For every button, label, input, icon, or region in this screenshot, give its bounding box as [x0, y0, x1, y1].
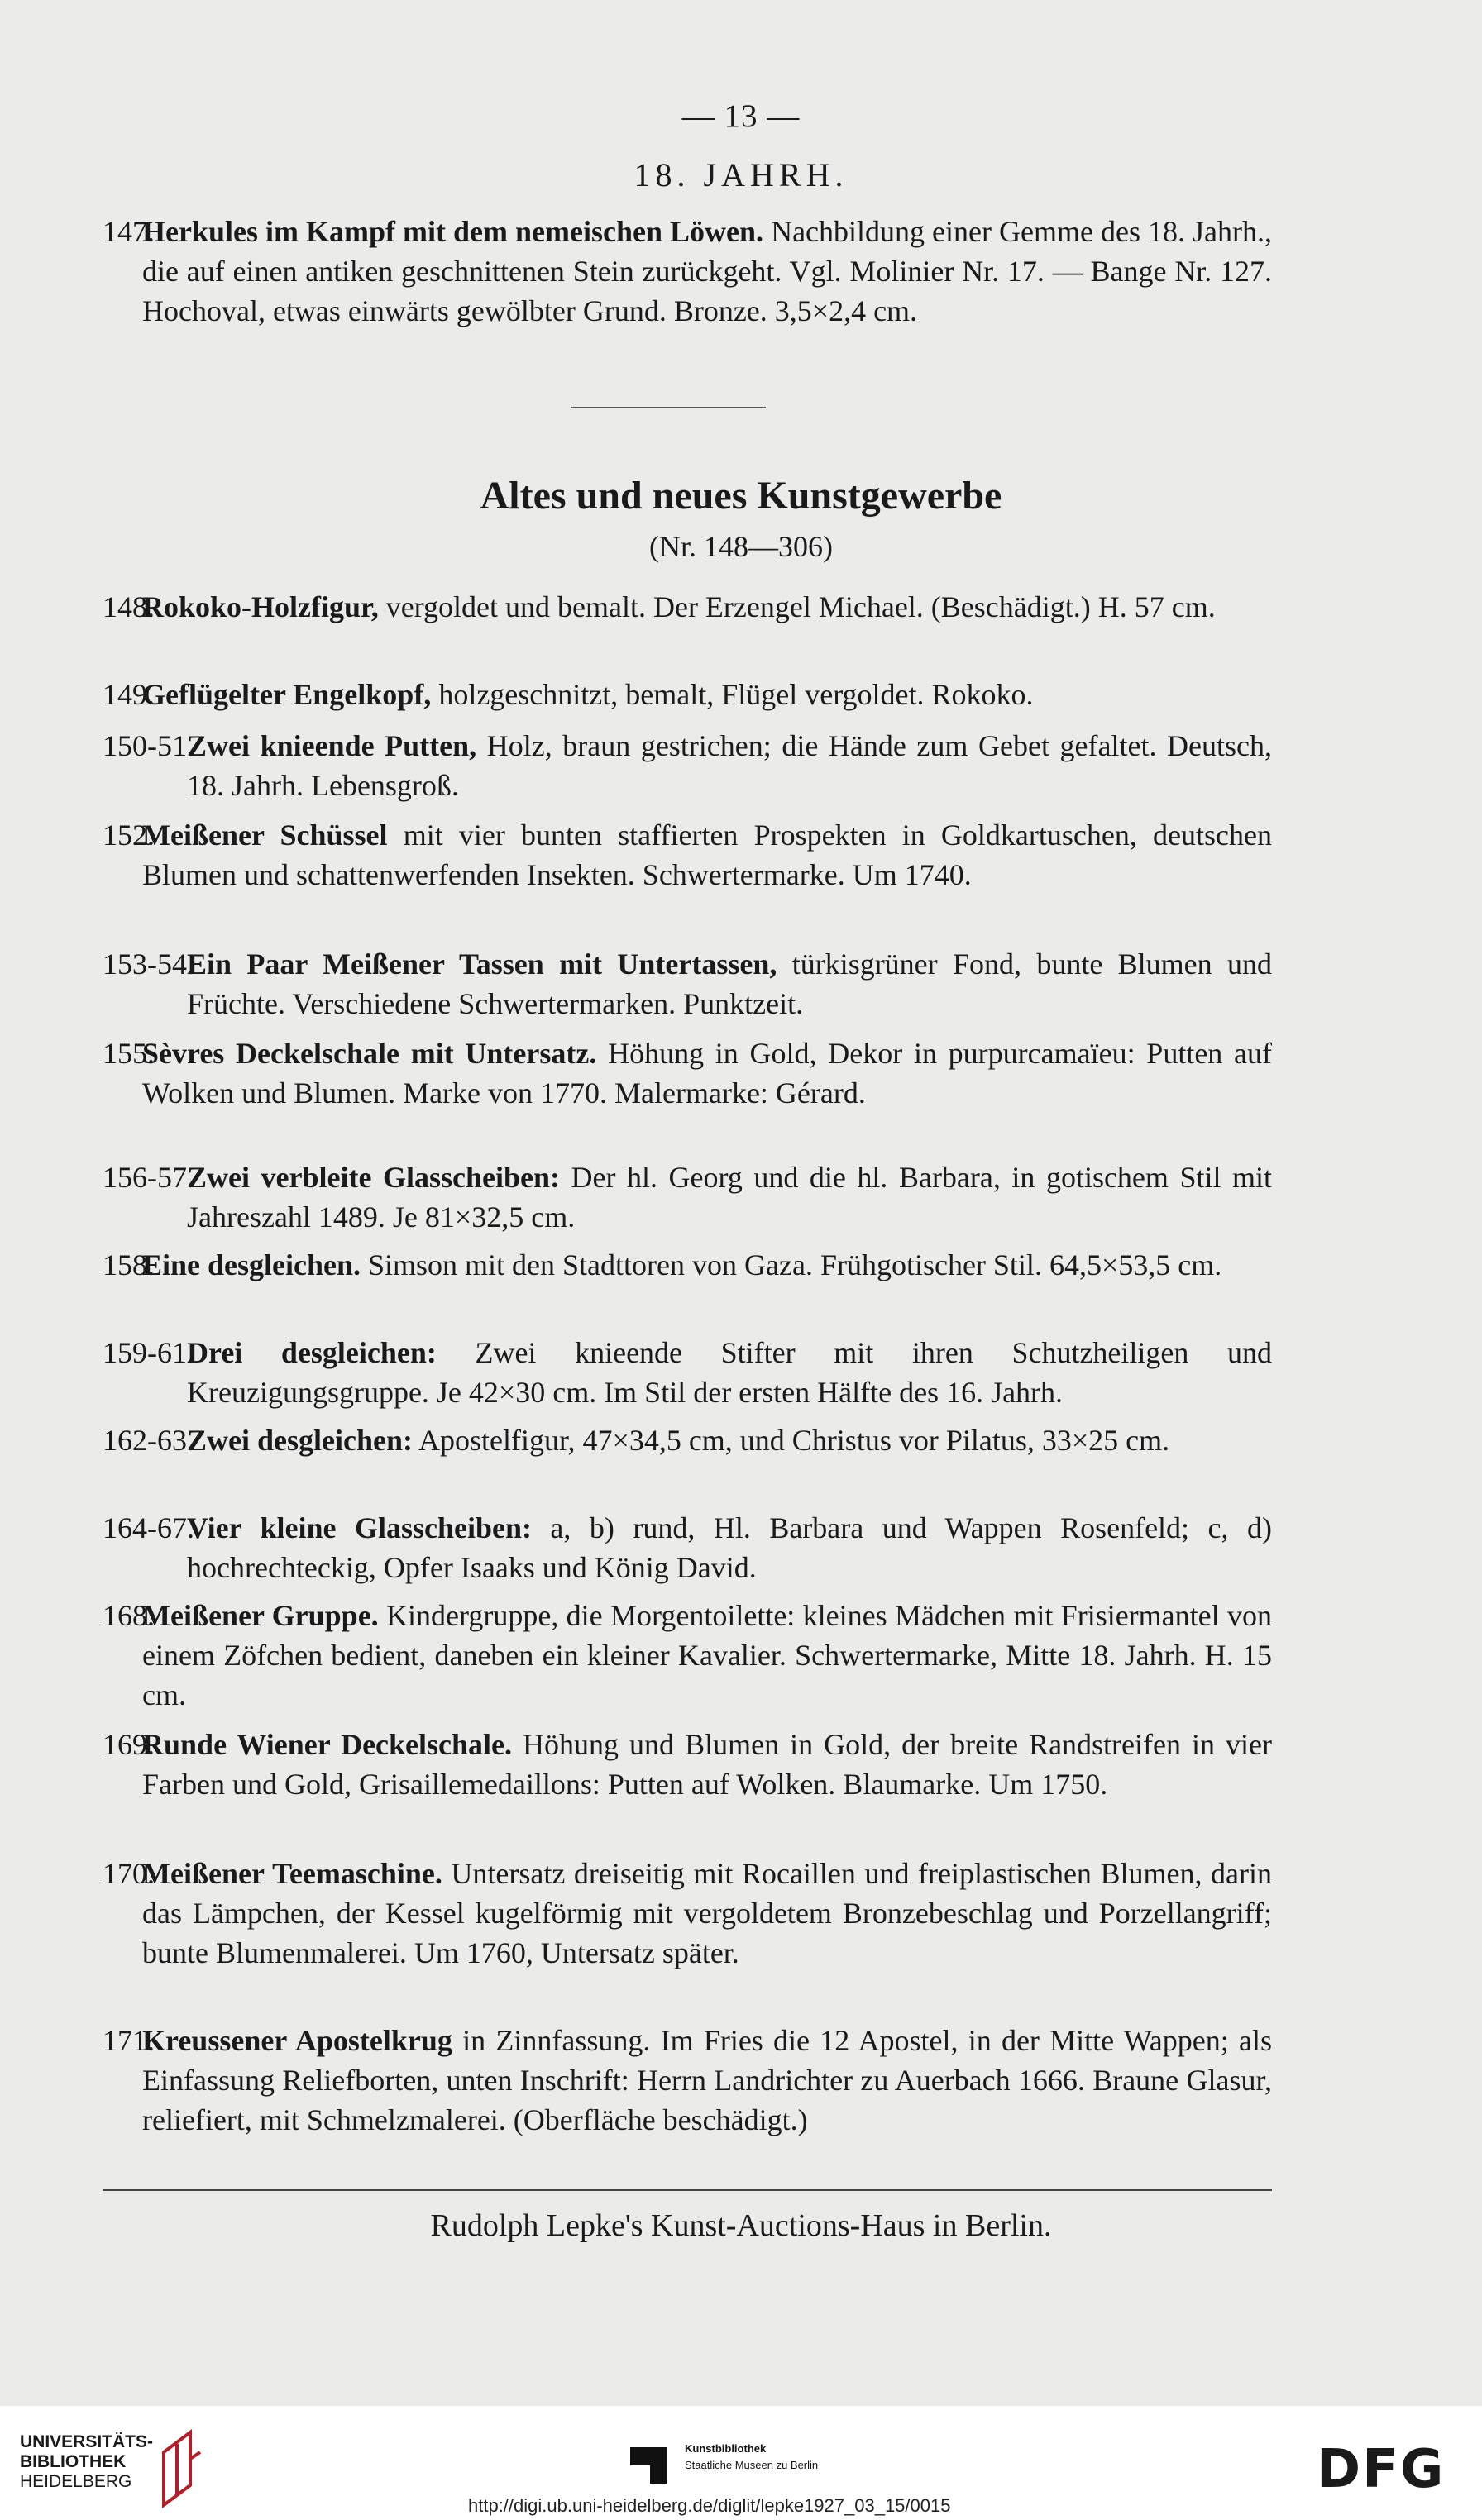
catalog-entry [103, 815, 1272, 895]
catalog-entry-147 [103, 212, 1272, 331]
entry-title: Geflügelter Engelkopf, [142, 678, 432, 711]
entry-body [103, 1854, 1272, 1973]
entry-body [103, 1508, 1272, 1587]
catalog-entry [103, 1508, 1272, 1587]
entry-body [103, 1420, 1272, 1460]
kb-title: Kunstbibliothek [685, 2442, 767, 2455]
catalog-entry [103, 1596, 1272, 1715]
entry-body [103, 675, 1272, 714]
entry-number: 153-54. [103, 947, 194, 981]
entry-title: Eine desgleichen. [142, 1248, 361, 1281]
entry-number: 150-51. [103, 729, 194, 762]
entry-text: Nachbildung einer Gemme des 18. Jahrh., die auf einen antiken geschnittenen Stein zurückgeht. Vgl. Molinier Nr. 17. — Bange Nr. 127. Hochoval, etwas einwärts gewölbter Grund. Bronze. 3,5×2,4 cm. [142, 215, 1272, 327]
kunstbibliothek-logo-icon[interactable] [630, 2441, 673, 2484]
page-number: — 13 — [681, 98, 801, 134]
entry-number: 169. [103, 1728, 155, 1761]
entry-body [103, 1333, 1272, 1412]
entry-number: 168. [103, 1599, 155, 1632]
entry-number: 158. [103, 1248, 155, 1281]
section-divider [571, 407, 766, 408]
logo-line: BIBLIOTHEK [20, 2452, 127, 2471]
entry-text: Simson mit den Stadttoren von Gaza. Frühgotischer Stil. 64,5×53,5 cm. [361, 1248, 1222, 1281]
entry-body [103, 815, 1272, 895]
entry-text: Apostelfigur, 47×34,5 cm, und Christus vor Pilatus, 33×25 cm. [412, 1424, 1170, 1457]
entry-body [103, 944, 1272, 1024]
entry-text: a, b) rund, Hl. Barbara und Wappen Rosenfeld; c, d) hochrechteckig, Opfer Isaaks und König David. [187, 1511, 1272, 1584]
entry-body [103, 212, 1272, 331]
entry-title: Meißener Schüssel [142, 819, 388, 852]
entry-text: mit vier bunten staffierten Prospekten in Goldkartuschen, deutschen Blumen und schattenwerfenden Insekten. Schwertermarke. Um 1740. [142, 819, 1272, 891]
entry-title: Meißener Gruppe. [142, 1599, 379, 1632]
kb-subtitle: Staatliche Museen zu Berlin [685, 2459, 819, 2471]
catalog-entry [103, 1033, 1272, 1113]
entry-number: 149. [103, 678, 155, 711]
entry-number: 171. [103, 2024, 155, 2057]
catalog-entry [103, 2021, 1272, 2140]
entry-title: Meißener Teemaschine. [142, 1857, 442, 1890]
entry-text: Zwei knieende Stifter mit ihren Schutzheiligen und Kreuzigungsgruppe. Je 42×30 cm. Im Stil der ersten Hälfte des 16. Jahrh. [187, 1336, 1272, 1409]
entry-title: Rokoko-Holzfigur, [142, 590, 379, 623]
catalog-entry [103, 1725, 1272, 1804]
catalog-entry [103, 1420, 1272, 1460]
university-library-logo[interactable] [20, 2432, 153, 2492]
entry-body [103, 2021, 1272, 2140]
entry-title: Zwei verbleite Glasscheiben: [187, 1161, 560, 1194]
logo-line: UNIVERSITÄTS- [20, 2432, 154, 2451]
entry-text: Der hl. Georg und die hl. Barbara, in gotischem Stil mit Jahreszahl 1489. Je 81×32,5 cm. [187, 1161, 1272, 1234]
kunstbibliothek-text [685, 2441, 818, 2474]
entry-number: 148. [103, 590, 155, 623]
dfg-logo[interactable]: DFG [1317, 2439, 1446, 2500]
entry-number: 152. [103, 819, 155, 852]
catalog-entry [103, 1854, 1272, 1973]
catalog-entry [103, 1333, 1272, 1412]
entry-number: 155. [103, 1037, 155, 1070]
entry-title: Runde Wiener Deckelschale. [142, 1728, 513, 1761]
entry-text: Höhung und Blumen in Gold, der breite Randstreifen in vier Farben und Gold, Grisaillemedaillons: Putten auf Wolken. Blaumarke. Um 1750. [142, 1728, 1272, 1801]
entry-text: Kindergruppe, die Morgentoilette: kleines Mädchen mit Frisiermantel von einem Zöfchen bedient, daneben ein kleiner Kavalier. Schwertermarke, Mitte 18. Jahrh. H. 15 cm. [142, 1599, 1272, 1711]
digitization-banner [0, 2406, 1482, 2520]
footer-divider [103, 2189, 1272, 2191]
catalog-entry [103, 726, 1272, 805]
entry-body [103, 1033, 1272, 1113]
entry-text: in Zinnfassung. Im Fries die 12 Apostel, in der Mitte Wappen; als Einfassung Reliefborten, unten Inschrift: Herrn Landrichter zu Auerbach 1666. Braune Glasur, reliefiert, mit Schmelzmalerei. (Oberfläche beschädigt.) [142, 2024, 1272, 2136]
entry-body [103, 1596, 1272, 1715]
entry-title: Drei desgleichen: [187, 1336, 437, 1369]
entry-text: Holz, braun gestrichen; die Hände zum Gebet gefaltet. Deutsch, 18. Jahrh. Lebensgroß. [187, 729, 1272, 802]
entry-text: Höhung in Gold, Dekor in purpurcamaïeu: Putten auf Wolken und Blumen. Marke von 1770. Malermarke: Gérard. [142, 1037, 1272, 1110]
entry-title: Kreussener Apostelkrug [142, 2024, 452, 2057]
entry-body [103, 1725, 1272, 1804]
section-heading: 18. JAHRH. [633, 156, 849, 193]
category-heading: Altes und neues Kunstgewerbe [480, 474, 1002, 518]
entry-number: 170. [103, 1857, 155, 1890]
entry-title: Herkules im Kampf mit dem nemeischen Löwen. [142, 215, 764, 248]
category-range: (Nr. 148—306) [649, 530, 833, 563]
entry-title: Zwei desgleichen: [187, 1424, 413, 1457]
catalog-entry [103, 944, 1272, 1024]
catalog-entry [103, 1157, 1272, 1237]
catalog-entry [103, 587, 1272, 627]
logo-line: HEIDELBERG [20, 2472, 132, 2491]
entry-number: 162-63. [103, 1424, 194, 1457]
entry-title: Vier kleine Glasscheiben: [187, 1511, 532, 1544]
entry-title: Zwei knieende Putten, [187, 729, 477, 762]
entry-title: Ein Paar Meißener Tassen mit Untertassen, [187, 947, 777, 981]
entry-body [103, 1157, 1272, 1237]
entry-number: 147. [103, 215, 155, 248]
entry-number: 159-61. [103, 1336, 194, 1369]
entry-text: vergoldet und bemalt. Der Erzengel Michael. (Beschädigt.) H. 57 cm. [378, 590, 1216, 623]
catalog-entry [103, 675, 1272, 714]
entry-title: Sèvres Deckelschale mit Untersatz. [142, 1037, 597, 1070]
university-mark-icon [154, 2429, 203, 2508]
entry-text: türkisgrüner Fond, bunte Blumen und Früchte. Verschiedene Schwertermarken. Punktzeit. [187, 947, 1272, 1020]
entry-number: 156-57. [103, 1161, 194, 1194]
entry-body [103, 587, 1272, 627]
entry-text: holzgeschnitzt, bemalt, Flügel vergoldet. Rokoko. [431, 678, 1034, 711]
entry-text: Untersatz dreiseitig mit Rocaillen und freiplastischen Blumen, darin das Lämpchen, der Kessel kugelförmig mit vergoldetem Bronzebeschlag und Porzellangriff; bunte Blumenmalerei. Um 1760, Untersatz später. [142, 1857, 1272, 1969]
publisher-footer: Rudolph Lepke's Kunst-Auctions-Haus in Berlin. [430, 2208, 1052, 2243]
catalog-entry [103, 1245, 1272, 1285]
entry-number: 164-67. [103, 1511, 194, 1544]
entry-body [103, 1245, 1272, 1285]
permalink-url[interactable]: http://digi.ub.uni-heidelberg.de/diglit/lepke1927_03_15/0015 [468, 2495, 951, 2516]
entry-body [103, 726, 1272, 805]
